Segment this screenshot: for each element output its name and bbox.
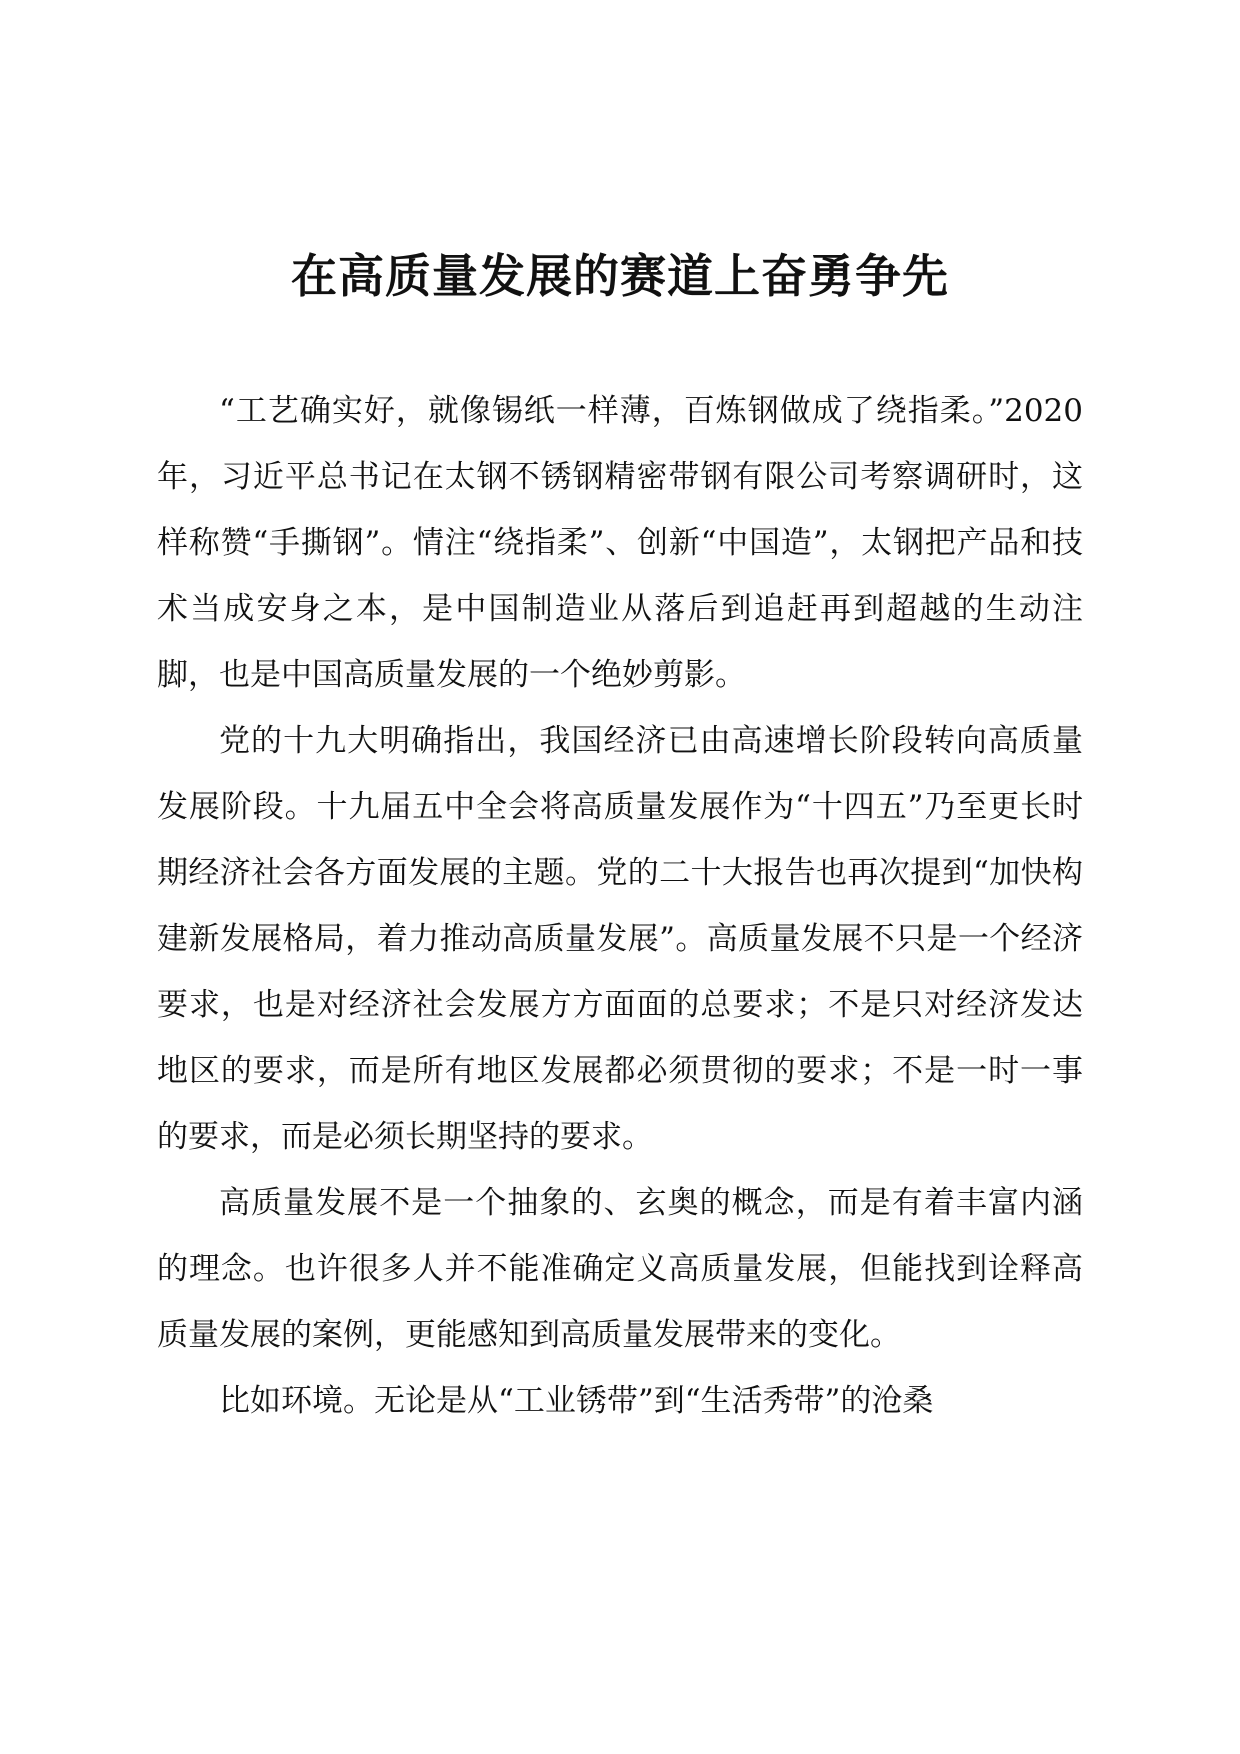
paragraph-3: 高质量发展不是一个抽象的、玄奥的概念，而是有着丰富内涵的理念。也许很多人并不能准确定义高质量发展，但能找到诠释高质量发展的案例，更能感知到高质量发展带来的变化。: [157, 1185, 1083, 1353]
paragraph-4: 比如环境。无论是从“工业锈带”到“生活秀带”的沧桑: [219, 1383, 934, 1419]
paragraph-2: 党的十九大明确指出，我国经济已由高速增长阶段转向高质量发展阶段。十九届五中全会将高质量发展作为“十四五”乃至更长时期经济社会各方面发展的主题。党的二十大报告也再次提到“加快构建新发展格局，着力推动高质量发展”。高质量发展不只是一个经济要求，也是对经济社会发展方方面面的总要求；不是只对经济发达地区的要求，而是所有地区发展都必须贯彻的要求；不是一时一事的要求，而是必须长期坚持的要求。: [157, 723, 1083, 1155]
document-body: [157, 378, 1083, 1434]
document-title: 在高质量发展的赛道上奋勇争先: [291, 249, 949, 303]
paragraph-1: “工艺确实好，就像锡纸一样薄，百炼钢做成了绕指柔。”2020年，习近平总书记在太钢不锈钢精密带钢有限公司考察调研时，这样称赞“手撕钢”。情注“绕指柔”、创新“中国造”，太钢把产品和技术当成安身之本，是中国制造业从落后到追赶再到超越的生动注脚，也是中国高质量发展的一个绝妙剪影。: [157, 393, 1083, 693]
